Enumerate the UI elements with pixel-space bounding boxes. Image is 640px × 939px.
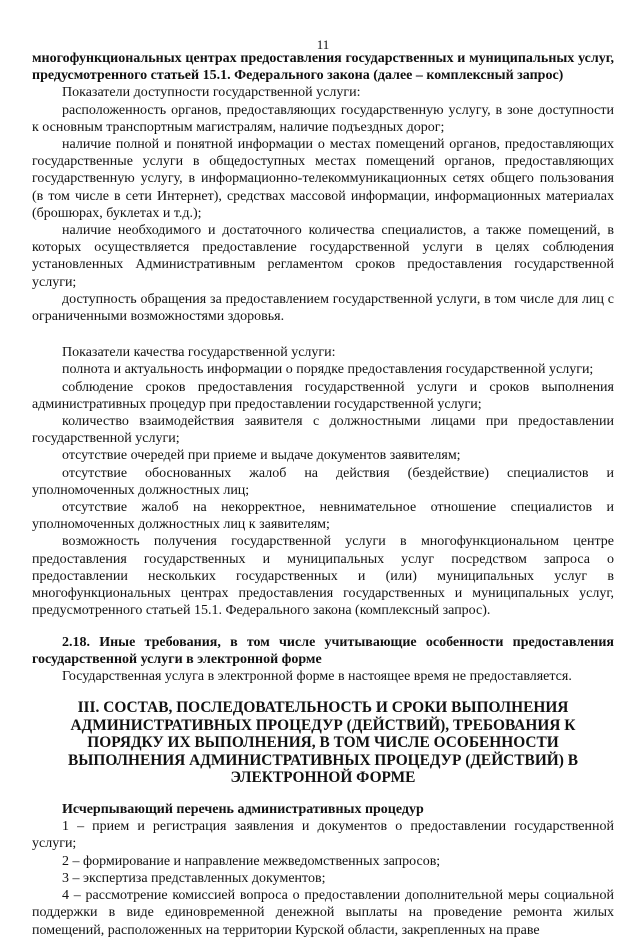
quality-item: отсутствие жалоб на некорректное, невнимательное отношение специалистов и уполномоченных должностных лиц к заявителям; [32,500,614,533]
availability-item: наличие необходимого и достаточного количества специалистов, а также помещений, в которых осуществляется предоставление государственной услуги в целях соблюдения установленных Административным регламентом сроков предоставления государственной услуги; [32,223,614,290]
quality-item: полнота и актуальность информации о порядке предоставления государственной услуги; [62,362,594,378]
section-2-18-text: Государственная услуга в электронной форме в настоящее время не предоставляется. [62,668,572,684]
quality-item: возможность получения государственной услуги в многофункциональном центре предоставления государственных и муниципальных услуг посредством запроса о предоставлении нескольких государственных и (или) муниципальных услуг в многофункциональных центрах предоставления государственных и муниципальных услуг, предусмотренного статьей 15.1. Федерального закона (комплексный запрос). [32,534,614,619]
document-page [32,0,614,939]
section-2-18-title: 2.18. Иные требования, в том числе учитывающие особенности предоставления государственной услуги в электронной форме [32,634,614,667]
procedure-item: 4 – рассмотрение комиссией вопроса о предоставлении дополнительной меры социальной поддержки в виде единовременной денежной выплаты на проведение ремонта жилых помещений, расположенных на территории Курской области, закрепленных на праве [32,888,614,938]
quality-item: количество взаимодействия заявителя с должностными лицами при предоставлении государственной услуги; [32,414,614,447]
quality-item: отсутствие очередей при приеме и выдаче документов заявителям; [62,448,461,464]
availability-item: доступность обращения за предоставлением государственной услуги, в том числе для лиц с ограниченными возможностями здоровья. [32,291,614,325]
availability-item: наличие полной и понятной информации о местах помещений органов, предоставляющих государственные услуги в общедоступных местах помещений органов, предоставляющих государственную услугу, в информационно-телекоммуникационных сетях общего пользования (в том числе в сети Интернет), средствах массовой информации, информационных материалах (брошюрах, буклетах и т.д.); [32,137,614,221]
procedure-item: 2 – формирование и направление межведомственных запросов; [62,853,441,869]
procedures-subheading: Исчерпывающий перечень административных процедур [62,802,424,818]
quality-heading: Показатели качества государственной услуги: [62,345,336,361]
section-3-title: III. СОСТАВ, ПОСЛЕДОВАТЕЛЬНОСТЬ И СРОКИ ВЫПОЛНЕНИЯ АДМИНИСТРАТИВНЫХ ПРОЦЕДУР (ДЕЙСТВИЙ), ТРЕБОВАНИЯ К ПОРЯДКУ ИХ ВЫПОЛНЕНИЯ, В ТОМ ЧИСЛЕ ОСОБЕННОСТИ ВЫПОЛНЕНИЯ АДМИНИСТРАТИВНЫХ ПРОЦЕДУР (ДЕЙСТВИЙ) В ЭЛЕКТРОННОЙ ФОРМЕ [67,699,578,787]
procedure-item: 3 – экспертиза представленных документов; [62,870,326,886]
availability-item: расположенность органов, предоставляющих государственную услугу, в зоне доступности к основным транспортным магистралям, наличие подъездных дорог; [32,102,614,135]
procedure-item: 1 – прием и регистрация заявления и документов о предоставлении государственной услуги; [32,819,614,852]
page-number: 11 [316,37,330,52]
availability-heading: Показатели доступности государственной услуги: [62,85,361,101]
top-continuation-text: многофункциональных центрах предоставления государственных и муниципальных услуг, предусмотренного статьей 15.1. Федерального закона (далее – комплексный запрос) [32,51,614,84]
quality-item: соблюдение сроков предоставления государственной услуги и сроков выполнения административных процедур при предоставлении государственной услуги; [32,379,614,412]
quality-item: отсутствие обоснованных жалоб на действия (бездействие) специалистов и уполномоченных должностных лиц; [32,465,614,498]
